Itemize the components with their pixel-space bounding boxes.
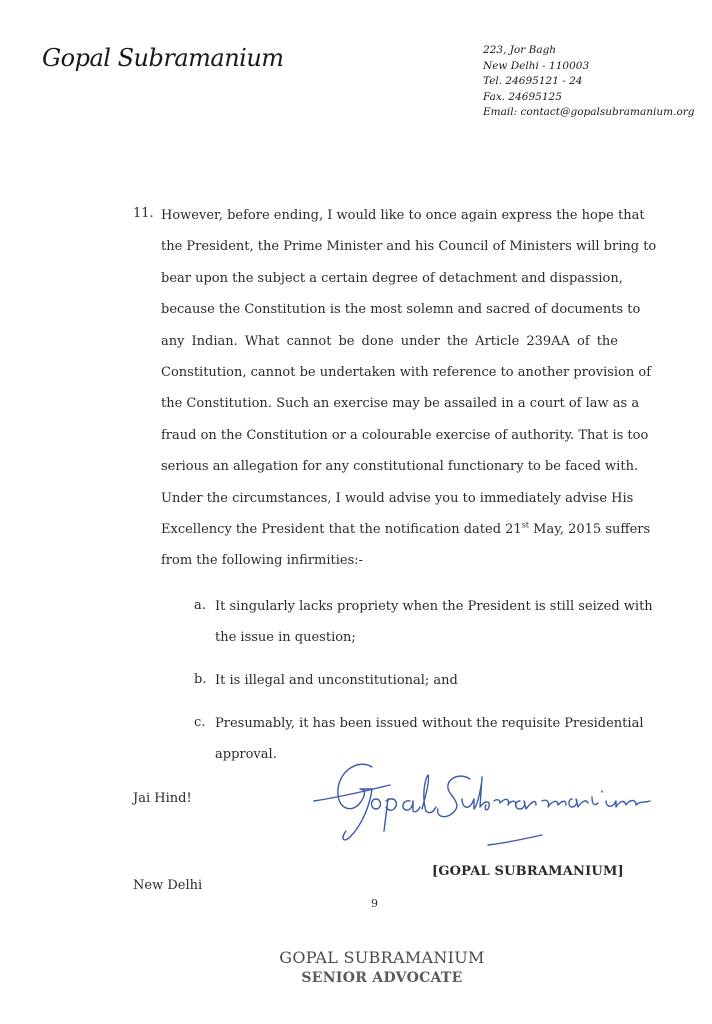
date-text-before: Excellency the President that the notification dated 21 xyxy=(161,522,522,538)
paragraph-line: the President, the Prime Minister and his Council of Ministers will bring to xyxy=(161,239,657,255)
paragraph-line: However, before ending, I would like to once again express the hope that xyxy=(161,208,645,223)
list-item-line: the issue in question; xyxy=(215,630,356,645)
signatory-name: [GOPAL SUBRAMANIUM] xyxy=(432,864,624,879)
list-item-line: Presumably, it has been issued without the requisite Presidential xyxy=(215,716,644,731)
paragraph-line: because the Constitution is the most solemn and sacred of documents to xyxy=(161,302,641,318)
address-street: 223, Jor Bagh xyxy=(483,44,557,56)
paragraph-line: the Constitution. Such an exercise may be assailed in a court of law as a xyxy=(161,396,640,412)
footer-name: GOPAL SUBRAMANIUM xyxy=(279,948,485,967)
paragraph-line: bear upon the subject a certain degree of detachment and dispassion, xyxy=(161,270,623,286)
body-paragraph xyxy=(161,200,657,577)
date-text-after: May, 2015 suffers xyxy=(529,522,651,538)
paragraph-line: Under the circumstances, I would advise you to immediately advise His xyxy=(161,490,634,506)
list-item-line: It singularly lacks propriety when the President is still seized with xyxy=(215,599,653,614)
address-telephone: Tel. 24695121 - 24 xyxy=(483,75,583,87)
address-city: New Delhi - 110003 xyxy=(483,59,590,72)
address-email: Email: contact@gopalsubramanium.org xyxy=(483,106,695,118)
place-name: New Delhi xyxy=(133,878,203,893)
list-marker: c. xyxy=(194,715,206,730)
list-marker: a. xyxy=(194,598,206,613)
letterhead-address xyxy=(483,43,705,121)
paragraph-line: fraud on the Constitution or a colourable exercise of authority. That is too xyxy=(161,427,649,443)
paragraph-line-last: from the following infirmities:- xyxy=(161,553,364,569)
paragraph-line: Constitution, cannot be undertaken with reference to another provision of xyxy=(161,365,652,381)
footer-title: SENIOR ADVOCATE xyxy=(301,970,463,986)
address-fax: Fax. 24695125 xyxy=(483,90,562,103)
date-ordinal-suffix: st xyxy=(521,520,530,530)
page-number: 9 xyxy=(371,897,378,910)
list-item-line: approval. xyxy=(215,747,277,762)
letterhead-logo: Gopal Subramanium xyxy=(42,44,284,72)
paragraph-number: 11. xyxy=(133,206,154,221)
closing-salutation: Jai Hind! xyxy=(133,791,192,806)
list-item-line: It is illegal and unconstitutional; and xyxy=(215,673,458,688)
list-marker: b. xyxy=(194,672,207,687)
paragraph-line: serious an allegation for any constitutional functionary to be faced with. xyxy=(161,459,639,475)
paragraph-line-notification-date xyxy=(161,514,651,545)
paragraph-line: any Indian. What cannot be done under the Article 239AA of the xyxy=(161,333,618,349)
handwritten-signature xyxy=(310,755,660,855)
